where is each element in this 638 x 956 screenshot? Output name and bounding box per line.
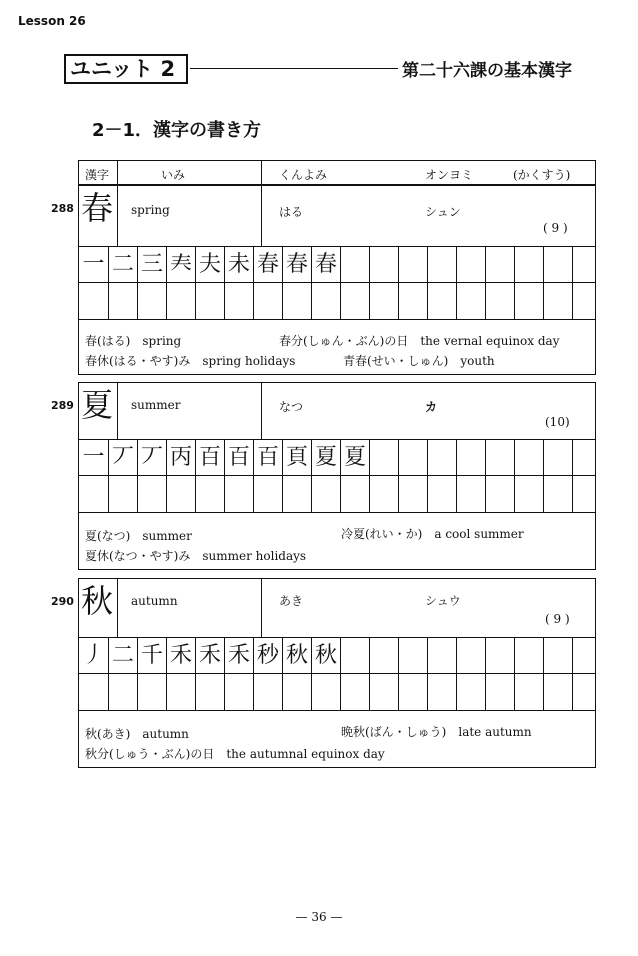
- example: 晩秋(ばん・しゅう) late autumn: [341, 725, 532, 739]
- practice-cell: [166, 283, 195, 319]
- stroke-cell: 丿: [82, 643, 105, 668]
- practice-cell: [195, 476, 224, 512]
- unit-divider: [190, 68, 398, 69]
- entry-number: 289: [51, 399, 74, 412]
- practice-cell: [340, 674, 369, 710]
- stroke-cell: [369, 440, 398, 476]
- practice-cell: [514, 283, 543, 319]
- kunyomi: はる: [279, 205, 304, 219]
- stroke-cell: [398, 440, 427, 476]
- practice-cell: [79, 283, 108, 319]
- practice-row: [79, 282, 595, 320]
- stroke-cell: 夏: [340, 440, 369, 476]
- header-kakusu: (かくすう): [513, 168, 571, 182]
- stroke-order-row: [79, 439, 595, 476]
- stroke-cell: 未: [224, 247, 253, 283]
- stroke-cell: 百: [195, 440, 224, 476]
- practice-cell: [224, 476, 253, 512]
- stroke-cell: 丙: [166, 440, 195, 476]
- onyomi: シュン: [425, 205, 461, 219]
- example: 冷夏(れい・か) a cool summer: [341, 527, 524, 541]
- kanji-character: 秋: [81, 582, 114, 620]
- practice-cell: [543, 476, 572, 512]
- header-divider: [117, 161, 118, 184]
- practice-cell: [166, 674, 195, 710]
- kanji-card: [51, 382, 596, 570]
- kanji-divider: [117, 579, 118, 637]
- stroke-cell: [456, 440, 485, 476]
- practice-cell: [195, 283, 224, 319]
- stroke-cell: 秒: [253, 638, 282, 674]
- stroke-cell: [398, 247, 427, 283]
- practice-cell: [340, 283, 369, 319]
- practice-cell: [485, 476, 514, 512]
- kunyomi: なつ: [279, 400, 304, 414]
- lesson-label: Lesson 26: [18, 14, 86, 28]
- stroke-cell: [427, 638, 456, 674]
- practice-cell: [572, 674, 601, 710]
- stroke-cell: 夫: [195, 247, 224, 283]
- practice-cell: [311, 674, 340, 710]
- stroke-count: ( 9 ): [543, 221, 568, 235]
- practice-cell: [427, 283, 456, 319]
- stroke-cell: [456, 247, 485, 283]
- stroke-cell: 丆: [137, 440, 166, 476]
- stroke-cell: [572, 247, 601, 283]
- stroke-cell: 春: [282, 247, 311, 283]
- stroke-cell: 秋: [311, 638, 340, 674]
- practice-row: [79, 673, 595, 711]
- kunyomi: あき: [279, 594, 304, 608]
- practice-cell: [79, 674, 108, 710]
- practice-cell: [369, 674, 398, 710]
- stroke-count: ( 9 ): [545, 612, 570, 626]
- stroke-cell: [514, 440, 543, 476]
- onyomi: シュウ: [425, 594, 461, 608]
- stroke-cell: 千: [137, 638, 166, 674]
- header-imi: いみ: [161, 168, 186, 182]
- stroke-cell: 𡗗: [166, 247, 195, 283]
- practice-cell: [253, 674, 282, 710]
- practice-row: [79, 475, 595, 513]
- stroke-cell: [543, 638, 572, 674]
- practice-cell: [108, 476, 137, 512]
- section-title: 2－1．漢字の書き方: [92, 120, 262, 141]
- example: 春(はる) spring: [85, 334, 182, 348]
- header-onyomi: オンヨミ: [425, 168, 474, 182]
- meaning-divider: [261, 579, 262, 637]
- practice-cell: [572, 476, 601, 512]
- example: 秋分(しゅう・ぶん)の日 the autumnal equinox day: [85, 747, 385, 761]
- practice-cell: [398, 476, 427, 512]
- stroke-cell: [369, 638, 398, 674]
- practice-cell: [282, 674, 311, 710]
- practice-cell: [137, 476, 166, 512]
- unit-label: ユニット 2: [64, 54, 188, 84]
- header-divider: [261, 161, 262, 184]
- unit-title: 第二十六課の基本漢字: [402, 61, 572, 81]
- practice-cell: [137, 283, 166, 319]
- stroke-cell: 禾: [224, 638, 253, 674]
- column-header-row: [78, 160, 596, 185]
- practice-cell: [398, 674, 427, 710]
- stroke-cell: 三: [137, 247, 166, 283]
- stroke-cell: 一: [82, 252, 105, 277]
- stroke-order-row: [79, 637, 595, 674]
- entry-number: 288: [51, 202, 74, 215]
- practice-cell: [253, 283, 282, 319]
- practice-cell: [108, 674, 137, 710]
- practice-cell: [253, 476, 282, 512]
- stroke-cell: [572, 638, 601, 674]
- practice-cell: [369, 283, 398, 319]
- stroke-cell: [369, 247, 398, 283]
- practice-cell: [485, 283, 514, 319]
- stroke-cell: 丆: [108, 440, 137, 476]
- practice-cell: [543, 674, 572, 710]
- stroke-cell: 百: [253, 440, 282, 476]
- kanji-divider: [117, 186, 118, 246]
- stroke-cell: [340, 638, 369, 674]
- kanji-card: [51, 578, 596, 768]
- example: 春分(しゅん・ぶん)の日 the vernal equinox day: [279, 334, 560, 348]
- stroke-count: (10): [545, 415, 570, 429]
- stroke-cell: [398, 638, 427, 674]
- practice-cell: [166, 476, 195, 512]
- stroke-cell: 一: [82, 445, 105, 470]
- stroke-cell: [427, 247, 456, 283]
- example: 秋(あき) autumn: [85, 727, 189, 741]
- practice-cell: [195, 674, 224, 710]
- practice-cell: [514, 674, 543, 710]
- stroke-cell: [340, 247, 369, 283]
- stroke-cell: [543, 440, 572, 476]
- stroke-cell: [514, 247, 543, 283]
- stroke-cell: 秋: [282, 638, 311, 674]
- practice-cell: [456, 283, 485, 319]
- practice-cell: [79, 476, 108, 512]
- practice-cell: [398, 283, 427, 319]
- stroke-cell: [456, 638, 485, 674]
- stroke-order-row: [79, 246, 595, 283]
- example: 夏(なつ) summer: [85, 529, 192, 543]
- meaning: autumn: [131, 594, 178, 608]
- header-kunyomi: くんよみ: [279, 168, 328, 182]
- practice-cell: [572, 283, 601, 319]
- practice-cell: [224, 674, 253, 710]
- stroke-cell: 禾: [195, 638, 224, 674]
- stroke-cell: 二: [108, 638, 137, 674]
- practice-cell: [282, 476, 311, 512]
- practice-cell: [311, 283, 340, 319]
- stroke-cell: 二: [108, 247, 137, 283]
- header-kanji: 漢字: [85, 168, 110, 182]
- onyomi: カ: [425, 400, 438, 414]
- kanji-character: 春: [81, 189, 114, 227]
- stroke-cell: 夏: [311, 440, 340, 476]
- example: 青春(せい・しゅん) youth: [343, 354, 495, 368]
- stroke-cell: [514, 638, 543, 674]
- stroke-cell: 禾: [166, 638, 195, 674]
- stroke-cell: [485, 247, 514, 283]
- practice-cell: [485, 674, 514, 710]
- stroke-cell: [543, 247, 572, 283]
- example: 春休(はる・やす)み spring holidays: [85, 354, 296, 368]
- page-number: — 36 —: [295, 910, 343, 924]
- meaning-divider: [261, 186, 262, 246]
- practice-cell: [369, 476, 398, 512]
- entry-number: 290: [51, 595, 74, 608]
- practice-cell: [456, 674, 485, 710]
- kanji-divider: [117, 383, 118, 439]
- meaning: summer: [131, 398, 181, 412]
- practice-cell: [137, 674, 166, 710]
- meaning: spring: [131, 203, 170, 217]
- practice-cell: [340, 476, 369, 512]
- stroke-cell: [485, 638, 514, 674]
- stroke-cell: [572, 440, 601, 476]
- stroke-cell: 春: [253, 247, 282, 283]
- practice-cell: [282, 283, 311, 319]
- stroke-cell: [427, 440, 456, 476]
- practice-cell: [108, 283, 137, 319]
- practice-cell: [543, 283, 572, 319]
- practice-cell: [514, 476, 543, 512]
- meaning-divider: [261, 383, 262, 439]
- kanji-character: 夏: [81, 386, 114, 424]
- stroke-cell: 頁: [282, 440, 311, 476]
- practice-cell: [224, 283, 253, 319]
- stroke-cell: 百: [224, 440, 253, 476]
- kanji-card: [51, 185, 596, 375]
- stroke-cell: [485, 440, 514, 476]
- practice-cell: [427, 476, 456, 512]
- example: 夏休(なつ・やす)み summer holidays: [85, 549, 307, 563]
- stroke-cell: 春: [311, 247, 340, 283]
- practice-cell: [311, 476, 340, 512]
- practice-cell: [427, 674, 456, 710]
- practice-cell: [456, 476, 485, 512]
